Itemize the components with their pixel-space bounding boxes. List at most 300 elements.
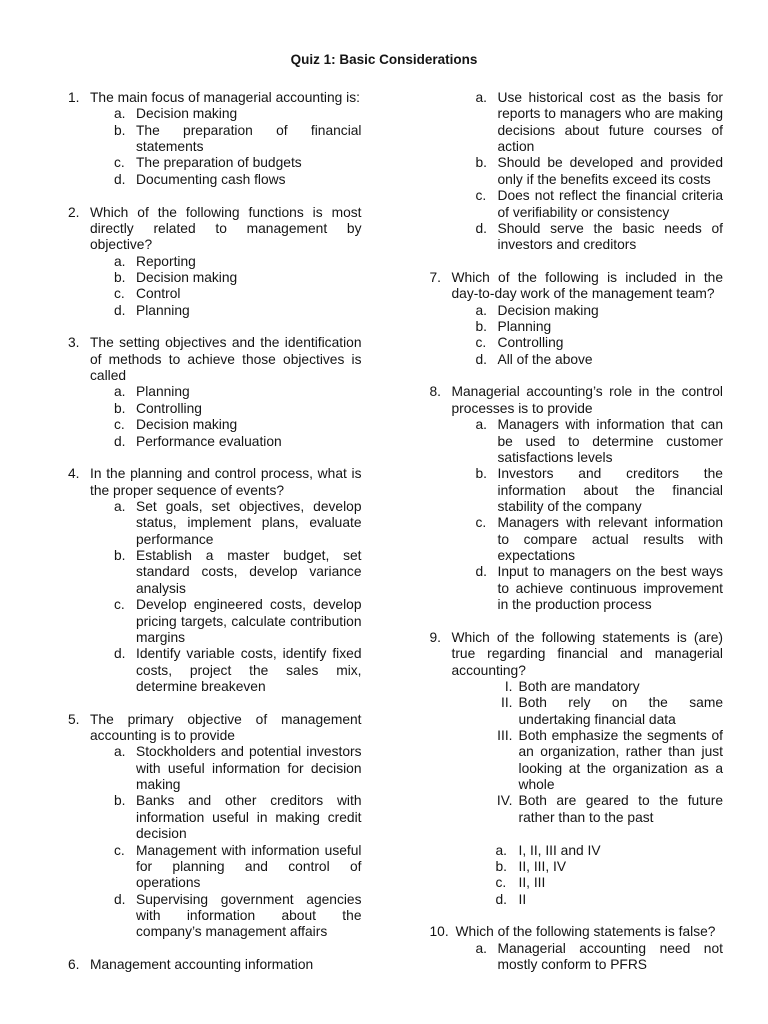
option-letter: b. <box>114 400 126 416</box>
option-text-line <box>430 417 724 433</box>
option-text: in the production process <box>497 597 652 613</box>
statement-item <box>430 679 724 695</box>
question-text: Which of the following statements is false? <box>455 924 716 940</box>
option-text-line <box>68 254 362 270</box>
option-text: Develop engineered costs, develop <box>136 597 362 613</box>
quiz-body <box>68 90 723 975</box>
question-text: accounting is to provide <box>90 728 235 744</box>
question-3 <box>68 335 362 450</box>
option-letter: b. <box>495 858 508 874</box>
option-letter: b. <box>475 155 488 171</box>
option-text: Should serve the basic needs of <box>497 220 723 236</box>
option-text-line <box>430 205 724 221</box>
statement-text-line <box>430 695 724 711</box>
option-letter: a. <box>114 384 126 400</box>
option-text-line <box>68 843 362 859</box>
option-item <box>430 859 724 875</box>
option-text: for planning and control of <box>136 858 362 874</box>
option-text: margins <box>136 629 186 645</box>
question-text: day-to-day work of the management team? <box>451 286 715 302</box>
page-title: Quiz 1: Basic Considerations <box>290 52 478 67</box>
option-text-line <box>430 892 724 908</box>
option-text: Managerial accounting need not <box>497 940 723 956</box>
question-text: called <box>90 368 127 384</box>
option-text: decision <box>136 826 187 842</box>
option-item <box>68 286 362 302</box>
option-item <box>68 499 362 548</box>
option-text: investors and creditors <box>497 237 637 253</box>
option-text: company’s management affairs <box>136 924 328 940</box>
option-text: operations <box>136 875 201 891</box>
statement-text: undertaking financial data <box>518 711 676 727</box>
question-text-line <box>68 957 362 973</box>
option-text-line <box>430 352 724 368</box>
option-text-line <box>430 499 724 515</box>
option-letter: c. <box>475 515 487 531</box>
option-text-line <box>68 155 362 171</box>
question-text-line <box>430 924 724 940</box>
option-letter: c. <box>114 417 125 433</box>
option-text-line <box>430 859 724 875</box>
option-text-line <box>430 597 724 613</box>
option-text: Control <box>136 286 181 302</box>
option-text: stability of the company <box>497 498 642 514</box>
option-text-line <box>430 450 724 466</box>
question-text-line <box>430 630 724 646</box>
option-text: pricing targets, calculate contribution <box>136 613 362 629</box>
option-letter: c. <box>114 597 125 613</box>
option-text: Use historical cost as the basis for <box>497 90 723 105</box>
option-text-line <box>68 172 362 188</box>
option-text: II, III, IV <box>518 858 567 874</box>
statement-item <box>430 793 724 826</box>
option-text-line <box>430 319 724 335</box>
option-text: Identify variable costs, identify fixed <box>136 646 362 662</box>
question-1 <box>68 90 362 188</box>
option-item <box>68 254 362 270</box>
option-text: All of the above <box>497 351 593 367</box>
option-letter: b. <box>475 466 488 482</box>
option-item <box>68 646 362 695</box>
statement-text-line <box>430 793 724 809</box>
statement-text-line <box>430 777 724 793</box>
question-text: Which of the following statements is (are) <box>451 629 723 645</box>
option-text: II <box>518 891 527 907</box>
option-text: of verifiability or consistency <box>497 204 670 220</box>
option-text-line <box>430 434 724 450</box>
option-item <box>68 548 362 597</box>
option-text: with useful information for decision <box>136 760 362 776</box>
option-item <box>68 417 362 433</box>
question-2 <box>68 205 362 320</box>
option-text: Stockholders and potential investors <box>136 744 362 760</box>
question-text-line <box>430 663 724 679</box>
option-text: Planning <box>497 319 552 335</box>
option-item <box>68 892 362 941</box>
question-text-line <box>430 646 724 662</box>
option-text: Controlling <box>497 335 564 351</box>
option-letter: b. <box>475 319 488 335</box>
option-text-line <box>430 941 724 957</box>
option-letter: d. <box>475 564 488 580</box>
option-item <box>68 303 362 319</box>
question-text: The setting objectives and the identification <box>90 335 362 351</box>
question-number: 4. <box>68 466 80 482</box>
option-item <box>430 843 724 859</box>
option-text: The preparation of financial <box>136 122 362 138</box>
option-item <box>68 172 362 188</box>
question-10 <box>430 924 724 973</box>
question-text-line <box>68 90 362 106</box>
question-text-line <box>68 368 362 384</box>
statement-numeral: II. <box>501 695 513 711</box>
option-text-line <box>68 646 362 662</box>
question-text-line <box>68 712 362 728</box>
question-number: 6. <box>68 957 80 973</box>
option-text-line <box>68 417 362 433</box>
option-text: Establish a master budget, set <box>136 548 362 564</box>
option-text-line <box>68 679 362 695</box>
option-text: Supervising government agencies <box>136 891 362 907</box>
option-text: costs, project the sales mix, <box>136 662 362 678</box>
question-4 <box>68 466 362 695</box>
question-text-line <box>68 728 362 744</box>
option-text-line <box>68 875 362 891</box>
option-letter: d. <box>114 646 126 662</box>
statement-text: Both are mandatory <box>518 678 640 694</box>
option-text: Planning <box>136 302 190 318</box>
option-text: action <box>497 139 535 155</box>
option-text-line <box>430 139 724 155</box>
option-letter: b. <box>114 122 126 138</box>
option-text-line <box>68 123 362 139</box>
option-letter: d. <box>114 171 126 187</box>
question-number: 1. <box>68 90 80 105</box>
question-text: The primary objective of management <box>90 711 362 727</box>
question-text-line <box>430 384 724 400</box>
question-text: of methods to achieve those objectives is <box>90 351 362 367</box>
statement-text-line <box>430 744 724 760</box>
option-text-line <box>68 401 362 417</box>
question-text-line <box>68 221 362 237</box>
option-text-line <box>68 532 362 548</box>
option-text-line <box>430 106 724 122</box>
question-text: directly related to management by <box>90 220 362 236</box>
question-text-line <box>68 466 362 482</box>
option-letter: d. <box>495 891 508 907</box>
question-text: accounting? <box>451 662 526 678</box>
option-text-line <box>68 744 362 760</box>
statement-text: looking at the organization as a <box>518 760 723 776</box>
option-text-line <box>68 270 362 286</box>
blank-line <box>430 826 724 842</box>
option-item <box>430 90 724 155</box>
option-item <box>430 417 724 466</box>
option-letter: a. <box>475 90 488 105</box>
option-text-line <box>68 384 362 400</box>
option-text: Set goals, set objectives, develop <box>136 498 362 514</box>
question-text: true regarding financial and managerial <box>451 646 723 662</box>
question-text: Managerial accounting’s role in the control <box>451 384 723 400</box>
option-text: mostly conform to PFRS <box>497 957 648 973</box>
option-item <box>430 335 724 351</box>
statement-numeral: III. <box>497 728 513 744</box>
option-text: Decision making <box>497 302 599 318</box>
statement-text-line <box>430 679 724 695</box>
question-text: In the planning and control process, what is <box>90 466 362 482</box>
option-text: standard costs, develop variance <box>136 564 362 580</box>
option-item <box>68 597 362 646</box>
option-text: with information about the <box>136 907 362 923</box>
question-number: 7. <box>429 269 442 285</box>
statement-text: Both emphasize the segments of <box>518 728 723 744</box>
option-item <box>430 303 724 319</box>
question-5 <box>68 712 362 941</box>
option-text-line <box>430 303 724 319</box>
option-text-line <box>68 286 362 302</box>
option-item <box>68 843 362 892</box>
question-number: 5. <box>68 711 80 727</box>
question-number: 10. <box>429 924 449 940</box>
option-text: Documenting cash flows <box>136 171 286 187</box>
option-item <box>430 466 724 515</box>
statement-item <box>430 728 724 793</box>
statement-text: whole <box>518 777 555 793</box>
option-item <box>68 401 362 417</box>
question-number: 2. <box>68 204 80 220</box>
option-text: decisions about future courses of <box>497 122 723 138</box>
statement-text: an organization, rather than just <box>518 744 723 760</box>
option-text-line <box>430 335 724 351</box>
option-text-line <box>430 466 724 482</box>
option-text-line <box>430 237 724 253</box>
statement-text-line <box>430 810 724 826</box>
option-text-line <box>430 581 724 597</box>
option-item <box>68 155 362 171</box>
option-text: Controlling <box>136 400 202 416</box>
option-text-line <box>68 548 362 564</box>
option-text-line <box>430 155 724 171</box>
option-item <box>68 434 362 450</box>
option-text: to achieve continuous improvement <box>497 580 723 596</box>
option-text-line <box>68 924 362 940</box>
question-text-line <box>68 335 362 351</box>
blank-line <box>68 941 362 957</box>
option-letter: c. <box>114 842 125 858</box>
option-text: I, II, III and IV <box>518 842 601 858</box>
option-text-line <box>430 843 724 859</box>
statement-text: rather than to the past <box>518 809 654 825</box>
option-text: Banks and other creditors with <box>136 793 362 809</box>
option-text-line <box>68 614 362 630</box>
option-text-line <box>430 123 724 139</box>
blank-line <box>68 188 362 204</box>
option-letter: a. <box>114 498 126 514</box>
option-text-line <box>68 434 362 450</box>
option-text-line <box>68 892 362 908</box>
question-text: the proper sequence of events? <box>90 482 285 498</box>
option-text-line <box>68 303 362 319</box>
option-text: Decision making <box>136 269 238 285</box>
question-text-line <box>68 352 362 368</box>
option-letter: a. <box>475 417 488 433</box>
option-text-line <box>430 90 724 106</box>
option-text-line <box>68 777 362 793</box>
option-text-line <box>430 483 724 499</box>
question-text-line <box>68 237 362 253</box>
option-item <box>430 564 724 613</box>
option-letter: a. <box>114 106 126 122</box>
option-text: The preparation of budgets <box>136 155 302 171</box>
option-text-line <box>430 221 724 237</box>
option-text-line <box>68 761 362 777</box>
blank-line <box>68 695 362 711</box>
option-letter: c. <box>114 286 125 302</box>
option-text-line <box>68 630 362 646</box>
question-text: Management accounting information <box>90 957 314 973</box>
blank-line <box>430 254 724 270</box>
blank-line <box>68 319 362 335</box>
option-item <box>68 270 362 286</box>
option-letter: b. <box>114 548 126 564</box>
option-letter: c. <box>114 155 125 171</box>
option-letter: c. <box>475 188 487 204</box>
option-item <box>68 106 362 122</box>
option-text: Decision making <box>136 417 238 433</box>
question-text: objective? <box>90 237 153 253</box>
option-text: expectations <box>497 548 575 564</box>
option-text: II, III <box>518 875 546 891</box>
option-text: Performance evaluation <box>136 433 282 449</box>
option-letter: c. <box>475 335 487 351</box>
option-item <box>430 155 724 188</box>
option-item <box>68 793 362 842</box>
statement-text-line <box>430 761 724 777</box>
statement-numeral: IV. <box>496 793 513 809</box>
option-text: only if the benefits exceed its costs <box>497 171 711 187</box>
question-text-line <box>430 286 724 302</box>
blank-line <box>430 908 724 924</box>
question-text-line <box>68 483 362 499</box>
option-text-line <box>430 564 724 580</box>
option-text: Does not reflect the financial criteria <box>497 188 723 204</box>
statement-text-line <box>430 728 724 744</box>
option-letter: d. <box>475 351 488 367</box>
option-text: Reporting <box>136 253 196 269</box>
option-text-line <box>68 859 362 875</box>
option-text: information useful in making credit <box>136 809 362 825</box>
option-text-line <box>68 597 362 613</box>
option-text: status, implement plans, evaluate <box>136 515 362 531</box>
question-number: 9. <box>429 629 442 645</box>
question-7 <box>430 270 724 368</box>
question-text-line <box>430 401 724 417</box>
statement-item <box>430 695 724 728</box>
option-letter: d. <box>114 891 126 907</box>
option-item <box>430 515 724 564</box>
question-text: The main focus of managerial accounting is: <box>90 90 360 105</box>
blank-line <box>430 368 724 384</box>
option-text: making <box>136 777 181 793</box>
option-text-line <box>430 515 724 531</box>
option-text: be used to determine customer <box>497 433 723 449</box>
option-text: information about the financial <box>497 482 723 498</box>
option-text-line <box>68 908 362 924</box>
statement-text: Both are geared to the future <box>518 793 723 809</box>
option-text: performance <box>136 531 214 547</box>
question-9 <box>430 630 724 908</box>
question-text-line <box>68 205 362 221</box>
question-text-line <box>430 270 724 286</box>
option-text: to compare actual results with <box>497 531 723 547</box>
question-number: 8. <box>429 384 442 400</box>
option-letter: d. <box>114 302 126 318</box>
option-text-line <box>68 106 362 122</box>
option-text-line <box>68 499 362 515</box>
option-text-line <box>430 532 724 548</box>
option-text: satisfactions levels <box>497 449 613 465</box>
question-number: 3. <box>68 335 80 351</box>
option-item <box>68 384 362 400</box>
option-text: Managers with relevant information <box>497 515 723 531</box>
option-letter: b. <box>114 269 126 285</box>
option-item <box>430 352 724 368</box>
blank-line <box>68 450 362 466</box>
option-text-line <box>68 810 362 826</box>
option-text-line <box>430 548 724 564</box>
option-text-line <box>430 188 724 204</box>
option-item <box>68 744 362 793</box>
option-letter: d. <box>114 433 126 449</box>
option-text-line <box>430 957 724 973</box>
question-text: Which of the following is included in the <box>451 269 723 285</box>
option-letter: a. <box>114 744 126 760</box>
option-text-line <box>68 515 362 531</box>
option-item <box>430 221 724 254</box>
option-item <box>430 319 724 335</box>
option-text: Investors and creditors the <box>497 466 723 482</box>
option-text: Decision making <box>136 106 238 122</box>
blank-line <box>430 614 724 630</box>
option-text-line <box>68 564 362 580</box>
option-item <box>430 875 724 891</box>
option-letter: a. <box>475 940 488 956</box>
option-letter: b. <box>114 793 126 809</box>
option-text: Planning <box>136 384 190 400</box>
statement-text: Both rely on the same <box>518 695 723 711</box>
option-text-line <box>68 663 362 679</box>
option-text: Should be developed and provided <box>497 155 723 171</box>
option-letter: c. <box>495 875 507 891</box>
option-text-line <box>68 581 362 597</box>
option-letter: a. <box>114 253 126 269</box>
option-text-line <box>68 826 362 842</box>
option-letter: a. <box>475 302 488 318</box>
option-item <box>430 941 724 974</box>
option-text-line <box>430 172 724 188</box>
option-text-line <box>68 139 362 155</box>
option-item <box>68 123 362 156</box>
option-text: Input to managers on the best ways <box>497 564 723 580</box>
option-text: statements <box>136 139 204 155</box>
option-letter: d. <box>475 220 488 236</box>
question-text: processes is to provide <box>451 400 593 416</box>
option-text-line <box>68 793 362 809</box>
option-text: Managers with information that can <box>497 417 723 433</box>
option-text: reports to managers who are making <box>497 106 723 122</box>
question-text: Which of the following functions is most <box>90 204 362 220</box>
statement-numeral: I. <box>504 678 513 694</box>
